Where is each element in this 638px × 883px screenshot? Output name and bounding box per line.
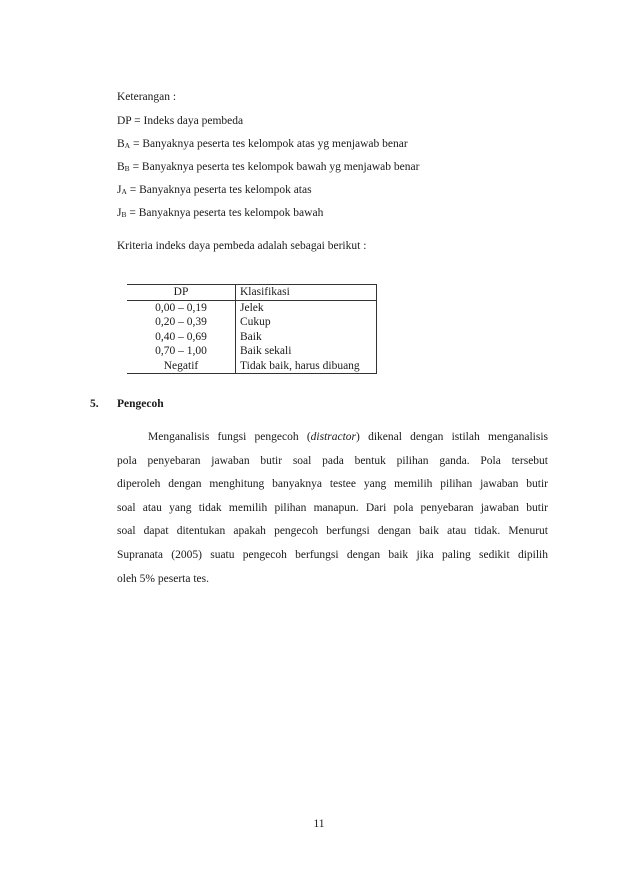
table-cell-klasifikasi: Jelek (236, 300, 377, 315)
paragraph-line: oleh 5% peserta tes. (117, 572, 209, 585)
legend-bb: $B_B$ = Banyaknya peserta tes kelompok bawah yg menjawab benar (117, 161, 420, 173)
table-header-klasifikasi: Klasifikasi (236, 285, 377, 301)
legend-title: Keterangan : (117, 91, 177, 103)
table-header-row (127, 285, 377, 301)
criteria-table (127, 284, 377, 374)
paragraph-line: Supranata (2005) suatu pengecoh berfungsi dengan baik jika paling sedikit dipilih (117, 548, 548, 561)
table-row (127, 315, 377, 330)
section-paragraph (117, 426, 548, 591)
section-title: Pengecoh (117, 398, 164, 410)
criteria-intro: Kriteria indeks daya pembeda adalah sebagai berikut : (117, 240, 367, 252)
paragraph-emphasis: distractor (310, 431, 357, 443)
table-header-dp: DP (127, 285, 236, 301)
table-cell-dp: Negatif (127, 359, 236, 374)
table-cell-dp: 0,40 – 0,69 (127, 330, 236, 345)
section-number: 5. (90, 398, 99, 410)
table-row (127, 344, 377, 359)
page-number: 11 (313, 818, 325, 830)
table-row (127, 330, 377, 345)
table-row (127, 300, 377, 315)
legend-ja: $J_A$ = Banyaknya peserta tes kelompok atas (117, 184, 312, 196)
legend-dp: DP = Indeks daya pembeda (117, 115, 244, 127)
table-cell-klasifikasi: Cukup (236, 315, 377, 330)
legend-jb: $J_B$ = Banyaknya peserta tes kelompok bawah (117, 207, 324, 219)
table-cell-dp: 0,20 – 0,39 (127, 315, 236, 330)
legend-ba: $B_A$ = Banyaknya peserta tes kelompok atas yg menjawab benar (117, 138, 408, 150)
paragraph-line: diperoleh dengan menghitung banyaknya testee yang memilih pilihan jawaban butir (117, 478, 548, 491)
table-cell-klasifikasi: Baik sekali (236, 344, 377, 359)
table-cell-dp: 0,00 – 0,19 (127, 300, 236, 315)
paragraph-line: pola penyebaran jawaban butir soal pada bentuk pilihan ganda. Pola tersebut (117, 454, 548, 467)
table-cell-klasifikasi: Tidak baik, harus dibuang (236, 359, 377, 374)
paragraph-line: Menganalisis fungsi pengecoh (distractor) dikenal dengan istilah menganalisis (148, 431, 548, 443)
table-cell-klasifikasi: Baik (236, 330, 377, 345)
table-row (127, 359, 377, 374)
paragraph-line: soal dapat ditentukan apakah pengecoh berfungsi dengan baik atau tidak. Menurut (117, 525, 548, 538)
table-cell-dp: 0,70 – 1,00 (127, 344, 236, 359)
paragraph-line: soal atau yang tidak memilih pilihan manapun. Dari pola penyebaran jawaban butir (117, 501, 548, 514)
